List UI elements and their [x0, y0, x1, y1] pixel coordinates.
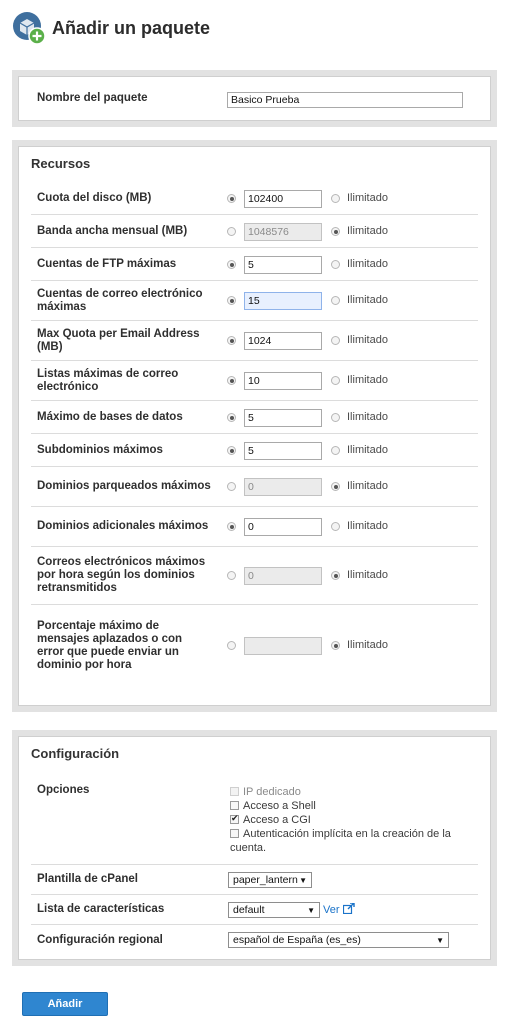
feature-list-select[interactable]: default ▼	[228, 902, 320, 918]
cpanel-theme-row	[31, 865, 478, 895]
resource-row	[31, 401, 478, 434]
chevron-down-icon: ▼	[436, 936, 444, 945]
resource-row	[31, 215, 478, 248]
resource-label: Banda ancha mensual (MB)	[37, 224, 188, 237]
resource-row	[31, 507, 478, 547]
resource-value-input[interactable]	[244, 637, 322, 655]
limited-radio[interactable]	[227, 227, 236, 236]
feature-list-label: Lista de características	[37, 903, 165, 915]
view-feature-list-link[interactable]: Ver	[323, 903, 355, 916]
unlimited-radio[interactable]	[331, 296, 340, 305]
resource-label: Cuentas de correo electrónico máximas	[37, 287, 203, 313]
resource-label: Subdominios máximos	[37, 443, 163, 456]
configuration-title: Configuración	[31, 746, 120, 761]
unlimited-radio[interactable]	[331, 260, 340, 269]
configuration-panel	[12, 730, 497, 966]
options-label: Opciones	[37, 784, 90, 796]
resource-value-input[interactable]: 102400	[244, 190, 322, 208]
unlimited-radio[interactable]	[331, 482, 340, 491]
unlimited-label: Ilimitado	[347, 294, 388, 306]
unlimited-label: Ilimitado	[347, 334, 388, 346]
unlimited-radio[interactable]	[331, 227, 340, 236]
resource-label: Correos electrónicos máximos por hora según los dominios retransmitidos	[37, 556, 206, 594]
page-header	[12, 10, 210, 46]
resource-row	[31, 605, 478, 687]
resource-value-input[interactable]: 0	[244, 518, 322, 536]
unlimited-radio[interactable]	[331, 194, 340, 203]
limited-radio[interactable]	[227, 336, 236, 345]
limited-radio[interactable]	[227, 260, 236, 269]
unlimited-label: Ilimitado	[347, 192, 388, 204]
resource-label: Dominios parqueados máximos	[37, 480, 211, 492]
limited-radio[interactable]	[227, 482, 236, 491]
locale-label: Configuración regional	[37, 933, 163, 946]
limited-radio[interactable]	[227, 413, 236, 422]
resources-panel	[12, 140, 497, 712]
package-add-icon	[12, 11, 46, 45]
add-package-button[interactable]: Añadir	[22, 992, 108, 1016]
unlimited-label: Ilimitado	[347, 639, 388, 651]
feature-list-row	[31, 895, 478, 925]
resource-value-input[interactable]: 15	[244, 292, 322, 310]
cgi-access-checkbox[interactable]	[230, 815, 239, 824]
resource-label: Máximo de bases de datos	[37, 410, 183, 423]
limited-radio[interactable]	[227, 571, 236, 580]
limited-radio[interactable]	[227, 376, 236, 385]
external-link-icon	[343, 903, 355, 914]
unlimited-radio[interactable]	[331, 522, 340, 531]
resource-row	[31, 434, 478, 467]
package-name-label: Nombre del paquete	[37, 92, 148, 104]
unlimited-radio[interactable]	[331, 376, 340, 385]
resource-value-input[interactable]: 0	[244, 567, 322, 585]
limited-radio[interactable]	[227, 522, 236, 531]
unlimited-label: Ilimitado	[347, 520, 388, 532]
implicit-auth-label: Autenticación implícita en la creación de la cuenta.	[230, 828, 451, 854]
unlimited-radio[interactable]	[331, 336, 340, 345]
resource-label: Dominios adicionales máximos	[37, 520, 209, 532]
resources-title: Recursos	[31, 156, 91, 171]
resource-label: Cuota del disco (MB)	[37, 191, 152, 204]
resource-label: Max Quota per Email Address (MB)	[37, 327, 200, 353]
chevron-down-icon: ▼	[307, 906, 315, 915]
dedicated-ip-label: IP dedicado	[243, 786, 301, 798]
dedicated-ip-checkbox[interactable]	[230, 787, 239, 796]
resource-row	[31, 361, 478, 401]
cpanel-theme-label: Plantilla de cPanel	[37, 873, 138, 885]
unlimited-label: Ilimitado	[347, 569, 388, 581]
resource-row	[31, 248, 478, 281]
chevron-down-icon: ▼	[299, 876, 307, 885]
resource-value-input[interactable]: 10	[244, 372, 322, 390]
resource-value-input[interactable]: 5	[244, 256, 322, 274]
limited-radio[interactable]	[227, 641, 236, 650]
resource-value-input[interactable]: 5	[244, 442, 322, 460]
unlimited-radio[interactable]	[331, 571, 340, 580]
unlimited-label: Ilimitado	[347, 411, 388, 423]
resource-value-input[interactable]: 1048576	[244, 223, 322, 241]
limited-radio[interactable]	[227, 194, 236, 203]
resource-label: Cuentas de FTP máximas	[37, 257, 177, 270]
locale-select[interactable]: español de España (es_es) ▼	[228, 932, 449, 948]
package-name-input[interactable]: Basico Prueba	[227, 92, 463, 108]
unlimited-radio[interactable]	[331, 413, 340, 422]
limited-radio[interactable]	[227, 446, 236, 455]
resource-row	[31, 321, 478, 361]
shell-access-label: Acceso a Shell	[243, 800, 316, 812]
resource-value-input[interactable]: 0	[244, 478, 322, 496]
resource-label: Porcentaje máximo de mensajes aplazados o con error que puede enviar un dominio por hora	[37, 620, 183, 671]
resource-value-input[interactable]: 1024	[244, 332, 322, 350]
limited-radio[interactable]	[227, 296, 236, 305]
unlimited-radio[interactable]	[331, 641, 340, 650]
unlimited-label: Ilimitado	[347, 444, 388, 456]
resource-row	[31, 467, 478, 507]
shell-access-checkbox[interactable]	[230, 801, 239, 810]
cgi-access-label: Acceso a CGI	[243, 814, 311, 826]
unlimited-label: Ilimitado	[347, 225, 388, 237]
resource-value-input[interactable]: 5	[244, 409, 322, 427]
options-row	[31, 775, 478, 865]
resource-label: Listas máximas de correo electrónico	[37, 367, 179, 393]
unlimited-radio[interactable]	[331, 446, 340, 455]
unlimited-label: Ilimitado	[347, 374, 388, 386]
unlimited-label: Ilimitado	[347, 258, 388, 270]
resource-row	[31, 547, 478, 605]
locale-row	[31, 925, 478, 955]
page-title: Añadir un paquete	[52, 17, 211, 38]
unlimited-label: Ilimitado	[347, 480, 388, 492]
resource-row	[31, 281, 478, 321]
cpanel-theme-select[interactable]: paper_lantern ▼	[228, 872, 312, 888]
package-name-panel	[12, 70, 497, 127]
resource-row	[31, 182, 478, 215]
